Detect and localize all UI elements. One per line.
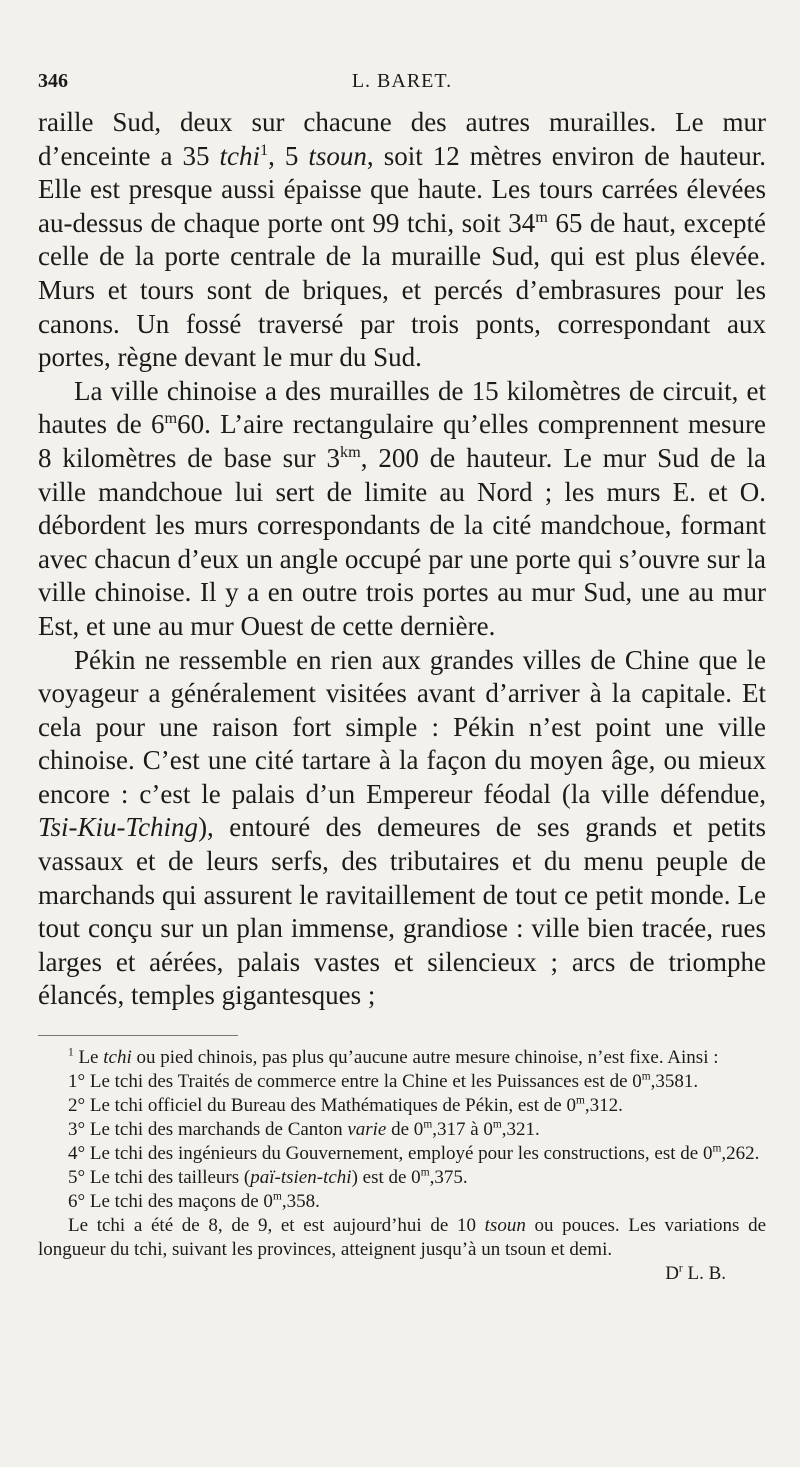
superscript: r — [678, 1262, 683, 1275]
text-run: , 5 — [268, 140, 309, 171]
footnote-line — [38, 1190, 766, 1214]
text-run: 6° Le tchi des maçons de 0 — [68, 1191, 273, 1213]
italic-term: varie — [347, 1119, 387, 1141]
italic-term: tsoun — [484, 1215, 526, 1237]
text-run: Le tchi a été de 8, de 9, et est aujourd’hui de 10 — [68, 1215, 485, 1237]
text-run: ou pouces. Les variations de longueur du tchi, suivant les provinces, atteignent jusqu’à un tsoun et demi. — [38, 1215, 766, 1261]
footnote-divider — [38, 1035, 238, 1036]
text-run: Pékin ne ressemble en rien aux grandes villes de Chine que le voyageur a généralement visitées avant d’arriver à la capitale. Et cela pour une raison fort simple : Pékin n’est point une ville chinoise. C’est une cité tartare à la façon du moyen âge, ou mieux encore : c’est le palais d’un Empereur féodal (la ville défendue, — [38, 644, 766, 809]
italic-term: Tsi-Kiu-Tching — [38, 812, 199, 843]
text-run: ,317 à 0 — [432, 1119, 493, 1141]
superscript: 1 — [260, 140, 269, 159]
text-run: 2° Le tchi officiel du Bureau des Mathématiques de Pékin, est de 0 — [68, 1095, 576, 1117]
text-run: 5° Le tchi des tailleurs ( — [68, 1167, 251, 1189]
italic-term: paï-tsien-tchi — [250, 1167, 352, 1189]
text-run: 3° Le tchi des marchands de Canton — [68, 1119, 348, 1141]
text-run: , 200 de hauteur. Le mur Sud de la ville mandchoue lui sert de limite au Nord ; les murs E. et O. débordent les murs correspondants de la cité mandchoue, formant avec chacun d’eux un angle occupé par une porte qui s’ouvre sur la ville chinoise. Il y a en outre trois portes au mur Sud, une au mur Est, et une au mur Ouest de cette dernière. — [38, 442, 766, 641]
text-run: raille Sud, deux sur chacune des autres murailles. Le mur d’enceinte a 35 — [38, 107, 766, 171]
text-run: ) est de 0 — [351, 1167, 421, 1189]
superscript: m — [164, 409, 178, 428]
footnote-line — [38, 1214, 766, 1262]
superscript: 1 — [68, 1046, 74, 1059]
paragraph — [38, 106, 766, 375]
text-run: ), entouré des demeures de ses grands et petits vassaux et de leurs serfs, des tributaires et du menu peuple de marchands qui assurent le ravitaillement de tout ce petit monde. Le tout conçu sur un plan immense, grandiose : ville bien tracée, rues larges et aérées, palais vastes et silencieux ; arcs de triomphe élancés, temples gigantesques ; — [38, 812, 766, 1011]
superscript: m — [535, 207, 548, 226]
superscript: m — [492, 1118, 502, 1131]
footnote-line — [38, 1094, 766, 1118]
text-run: ,358. — [281, 1191, 320, 1213]
footnotes — [38, 1046, 766, 1286]
text-run: 60. L’aire rectangulaire qu’elles comprennent mesure 8 kilomètres de base sur 3 — [38, 409, 766, 473]
text-run: ,3581. — [650, 1071, 699, 1093]
text-run: ,312. — [584, 1095, 623, 1117]
text-run: Le — [73, 1047, 104, 1069]
superscript: km — [340, 442, 361, 461]
running-head — [38, 70, 766, 100]
text-run: ,321. — [501, 1119, 540, 1141]
italic-term: tchi — [103, 1047, 132, 1069]
page-number: 346 — [38, 70, 68, 92]
text-run: 4° Le tchi des ingénieurs du Gouvernement, employé pour les constructions, est de 0 — [68, 1143, 713, 1165]
italic-term: tchi — [219, 140, 260, 171]
footnote-line — [38, 1118, 766, 1142]
text-run: ,375. — [429, 1167, 468, 1189]
footnote-line — [38, 1046, 766, 1070]
text-run: ou pied chinois, pas plus qu’aucune autre mesure chinoise, n’est fixe. Ainsi : — [131, 1047, 719, 1069]
footnote-line — [38, 1166, 766, 1190]
superscript: m — [420, 1166, 430, 1179]
footnote-line — [38, 1070, 766, 1094]
superscript: m — [575, 1094, 585, 1107]
italic-term: tsoun — [308, 140, 367, 171]
text-run: 1° Le tchi des Traités de commerce entre la Chine et les Puissances est de 0 — [68, 1071, 642, 1093]
footnote-line — [38, 1142, 766, 1166]
running-title: L. BARET. — [351, 70, 453, 92]
text-run: de 0 — [386, 1119, 424, 1141]
paragraph — [38, 644, 766, 1014]
text-run: ,262. — [721, 1143, 760, 1165]
superscript: m — [712, 1142, 722, 1155]
paragraph — [38, 375, 766, 644]
footnote-line — [38, 1262, 766, 1286]
body-text — [38, 106, 766, 1013]
text-run: D — [665, 1263, 679, 1285]
superscript: m — [272, 1190, 282, 1203]
superscript: m — [641, 1070, 651, 1083]
text-run: , soit 12 mètres environ de hauteur. Elle est presque aussi épaisse que haute. Les tours carrées élevées au-dessus de chaque porte ont 99 tchi, soit 34 — [38, 140, 766, 238]
text-run: L. B. — [682, 1263, 726, 1285]
superscript: m — [423, 1118, 433, 1131]
text-run: 65 de haut, excepté celle de la porte centrale de la muraille Sud, qui est plus élevée. Murs et tours sont de briques, et percés d’embrasures pour les canons. Un fossé traversé par trois ponts, correspondant aux portes, règne devant le mur du Sud. — [38, 207, 766, 373]
text-run: La ville chinoise a des murailles de 15 kilomètres de circuit, et hautes de 6 — [38, 375, 766, 440]
